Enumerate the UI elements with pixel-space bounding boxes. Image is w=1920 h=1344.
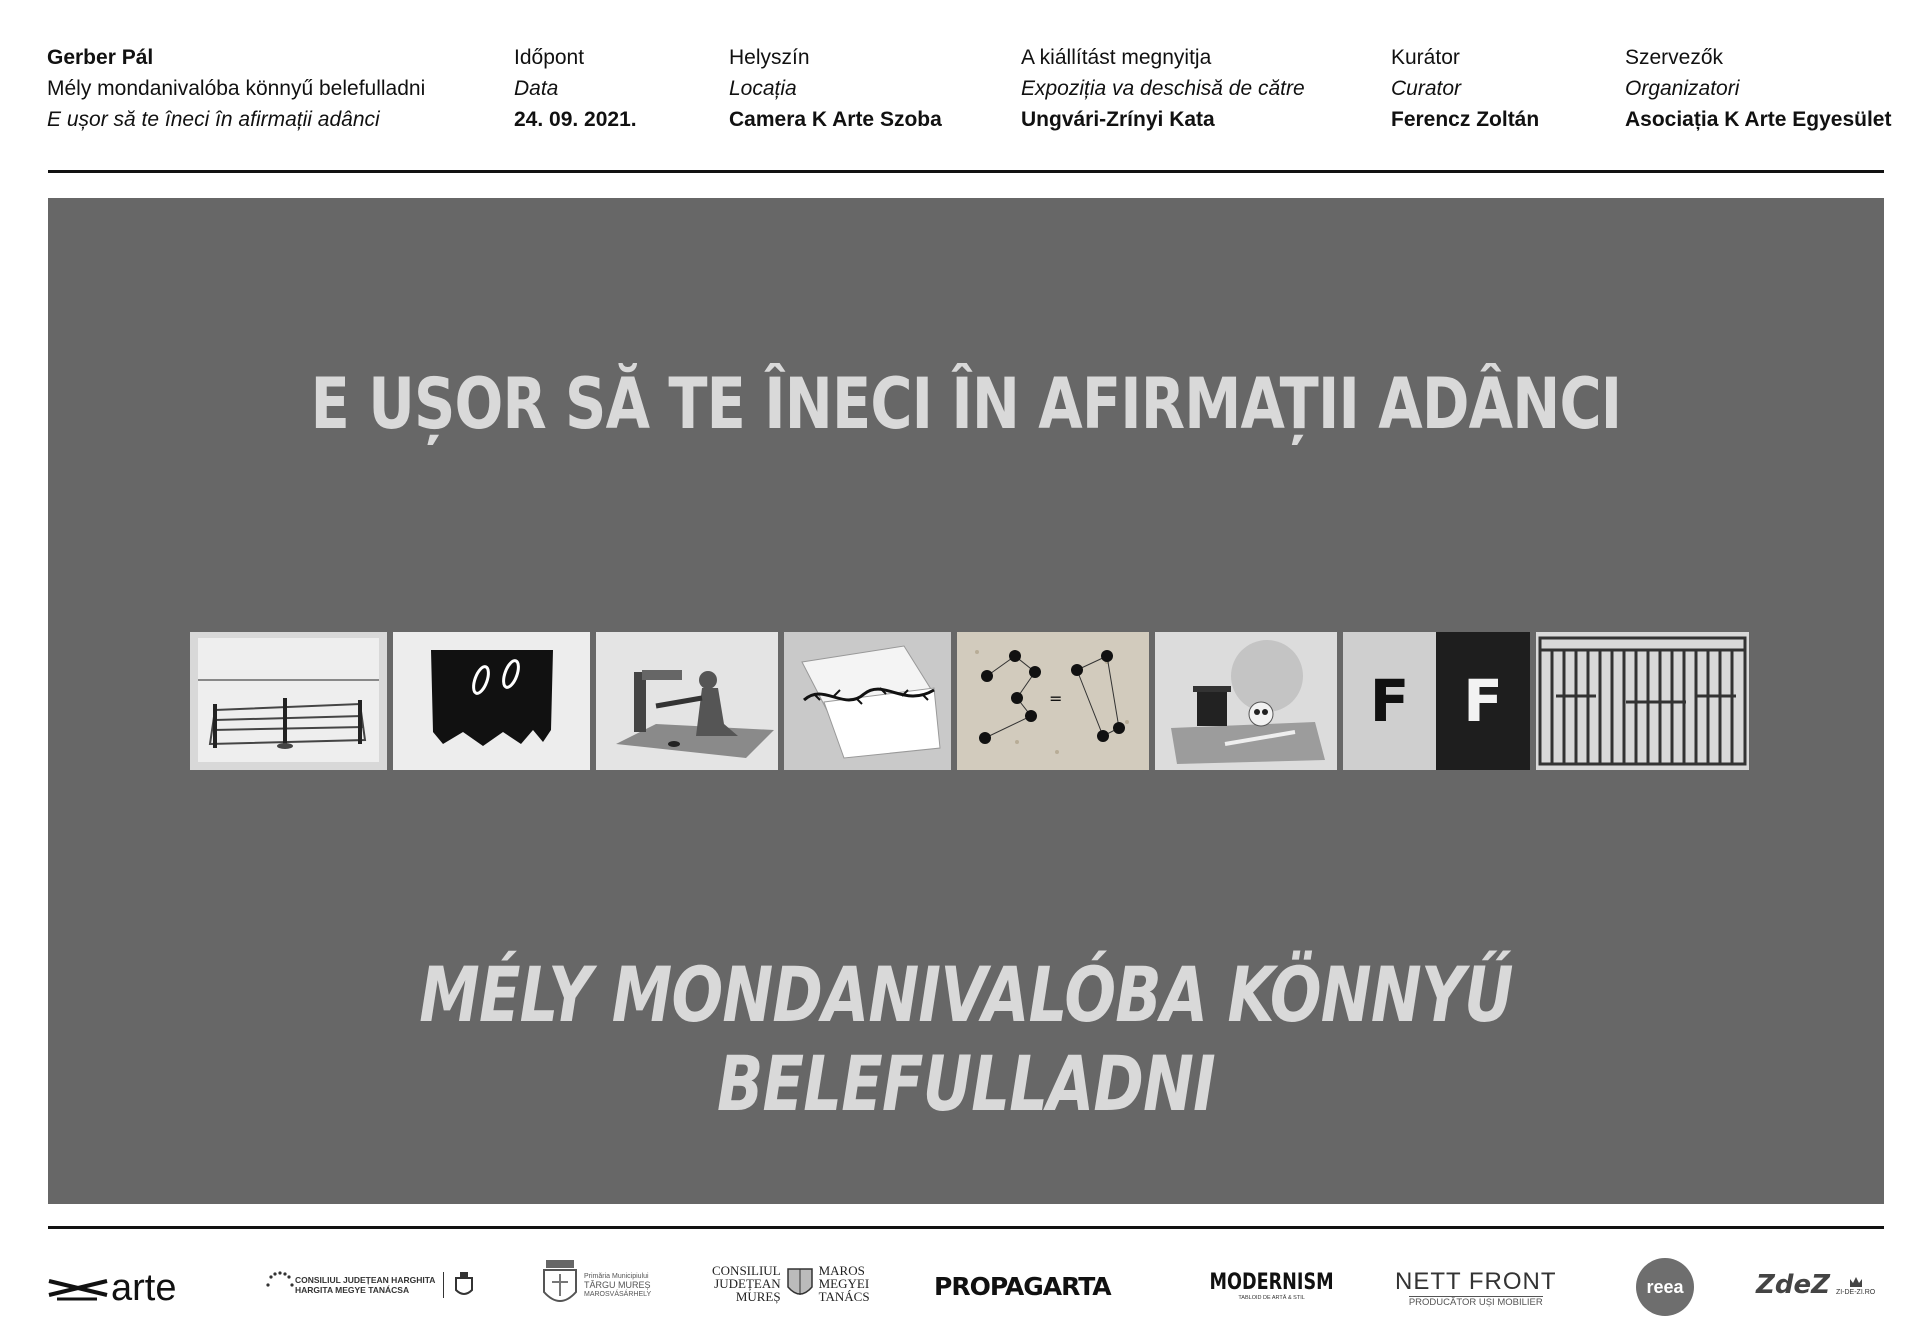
top-divider [48,170,1884,173]
venue-value: Camera K Arte Szoba [729,108,942,131]
artwork-kneeling-figure [596,632,778,770]
artwork-bars [1536,632,1749,770]
sponsor-logos [0,1250,1920,1330]
harghita-line2: HARGITA MEGYE TANÁCSA [295,1285,410,1295]
targu-mures-crest-icon [540,1258,580,1312]
equals-sign: = [1049,689,1063,708]
opening-value: Ungvári-Zrínyi Kata [1021,108,1215,131]
logo-arte [47,1268,176,1308]
zi-de-zi-sub: ZI-DE-ZI.RO [1835,1288,1876,1296]
poster-title-ro: E UȘOR SĂ TE ÎNECI ÎN AFIRMAȚII ADÂNCI [310,363,1622,445]
targu-mures-line1: Primăria Municipiului [584,1272,649,1280]
arte-mark-icon [47,1273,109,1303]
modernism-sub: TABLOID DE ARTĂ & STIL [1238,1295,1305,1301]
arte-text: arte [111,1266,177,1309]
harghita-crest-icon [452,1270,476,1300]
logo-mures [712,1264,870,1303]
curator-label-ro: Curator [1391,77,1462,100]
date-label-hu: Időpont [514,46,585,69]
curator-value: Ferencz Zoltán [1391,108,1540,131]
artwork-letter-f-white [1343,632,1436,770]
logo-nett-front [1395,1268,1557,1308]
venue-label-hu: Helyszín [729,46,810,69]
venue-column [729,42,942,135]
artwork-numbered-dots [957,632,1149,770]
opening-column [1021,42,1305,135]
artwork-boxing-ring [190,632,387,770]
title-hu: Mély mondanivalóba könnyű belefulladni [47,77,426,100]
logo-targu-mures [540,1258,651,1312]
zi-de-zi-text: ZdeZ [1756,1270,1830,1300]
logo-reea [1636,1258,1694,1316]
header [0,42,1920,142]
nett-front-sub: PRODUCĂTOR UȘI MOBILIER [1408,1297,1543,1308]
zi-de-zi-crown-icon [1848,1275,1864,1289]
mures-left1: CONSILIUL [712,1263,781,1278]
mures-right1: MAROS [818,1263,865,1278]
logo-propagarta [934,1272,1111,1301]
date-label-ro: Data [514,77,559,100]
opening-label-hu: A kiállítást megnyitja [1021,46,1212,69]
artist-name: Gerber Pál [47,46,154,69]
letter-f-black-text: F [1463,667,1503,735]
letter-f-white-text: F [1369,667,1410,735]
curator-label-hu: Kurátor [1391,46,1460,69]
organizers-label-hu: Szervezők [1625,46,1724,69]
curator-column [1391,42,1539,135]
mures-left2: JUDEȚEAN [714,1276,781,1291]
artist-column [47,42,425,135]
organizers-label-ro: Organizatori [1625,77,1740,100]
targu-mures-line3: MAROSVÁSÁRHELY [584,1290,652,1298]
mures-left3: MUREȘ [735,1289,781,1304]
propagarta-text: PROPAGARTA [934,1272,1111,1301]
logo-modernism [1194,1270,1349,1301]
nett-front-text: NETT FRONT [1395,1268,1557,1295]
artwork-letter-f-black [1436,632,1530,770]
mures-right2: MEGYEI [818,1276,870,1291]
date-column [514,42,637,135]
organizers-column [1625,42,1891,135]
harghita-line1: CONSILIUL JUDEȚEAN HARGHITA [295,1275,436,1285]
reea-text: reea [1646,1276,1684,1297]
targu-mures-line2: TÂRGU MUREȘ [584,1279,651,1290]
modernism-text: MODERNISM [1209,1270,1334,1295]
poster-title-hu: MÉLY MONDANIVALÓBA KÖNNYŰ BELEFULLADNI [419,950,1513,1128]
poster-panel [48,198,1884,1204]
organizers-value: Asociația K Arte Egyesület [1625,108,1892,131]
mures-right3: TANÁCS [818,1289,870,1304]
mures-crest-icon [785,1265,815,1303]
title-ro: E ușor să te îneci în afirmații adânci [47,108,380,131]
venue-label-ro: Locația [729,77,797,100]
opening-label-ro: Expoziția va deschisă de către [1021,77,1305,100]
artwork-skull-pot [1155,632,1337,770]
artwork-barbed-wire [784,632,951,770]
date-value: 24. 09. 2021. [514,108,637,131]
artwork-black-drips [393,632,590,770]
logo-zi-de-zi [1756,1270,1875,1300]
logo-harghita [265,1270,476,1300]
eu-stars-icon [265,1270,295,1300]
bottom-divider [48,1226,1884,1229]
